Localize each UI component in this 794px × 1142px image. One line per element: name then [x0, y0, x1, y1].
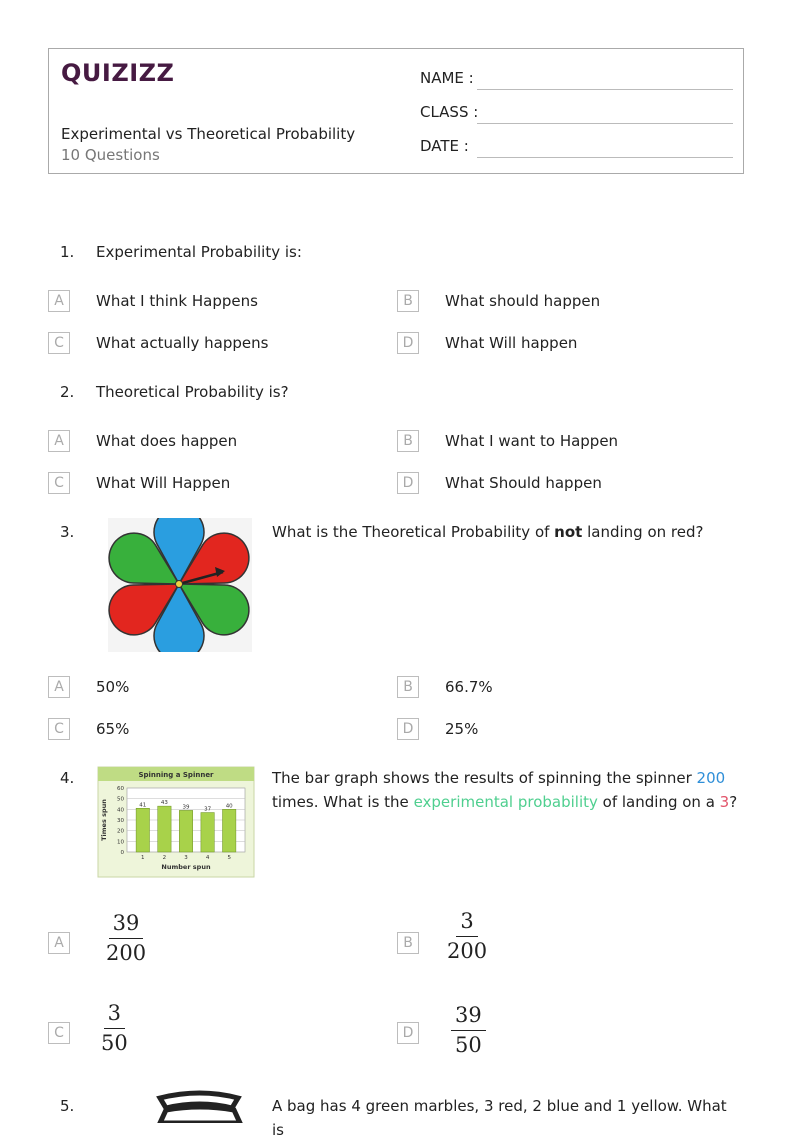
q3-option-d: 25% [445, 720, 479, 738]
q4-option-d-fraction [451, 1003, 486, 1057]
q2-number: 2. [60, 383, 75, 401]
q1-option-d: What Will happen [445, 334, 578, 352]
q2-option-b-box[interactable]: B [397, 430, 419, 452]
chart-y-tick-label: 60 [117, 786, 124, 792]
chart-x-tick-label: 5 [227, 855, 231, 861]
chart-data-label: 41 [139, 802, 147, 809]
q4-option-c-fraction [101, 1001, 128, 1055]
q2-option-c: What Will Happen [96, 474, 231, 492]
chart-y-tick-label: 0 [120, 850, 124, 856]
q4-text-number: 3 [719, 793, 730, 811]
q3-number: 3. [60, 523, 75, 541]
q2-option-b: What I want to Happen [445, 432, 619, 450]
chart-bar [179, 810, 192, 852]
q3-option-c: 65% [96, 720, 130, 738]
date-label: DATE : [420, 137, 469, 155]
chart-y-tick-label: 30 [117, 818, 124, 824]
marble-bag-image [150, 1090, 250, 1123]
chart-x-axis-label: Number spun [161, 863, 211, 871]
worksheet-header [48, 48, 744, 174]
q1-number: 1. [60, 243, 75, 261]
quizizz-logo: QUIZIZZ [61, 59, 175, 87]
q3-text-bold: not [554, 523, 583, 541]
q5-text: A bag has 4 green marbles, 3 red, 2 blue and 1 yellow. What is [272, 1097, 727, 1139]
chart-bar [158, 806, 171, 852]
date-field[interactable] [420, 137, 733, 159]
q2-option-d-box[interactable]: D [397, 472, 419, 494]
chart-data-label: 39 [182, 804, 190, 811]
q4-option-b-box[interactable]: B [397, 932, 419, 954]
q1-option-c: What actually happens [96, 334, 269, 352]
q2-option-a: What does happen [96, 432, 238, 450]
chart-y-tick-label: 40 [117, 807, 124, 814]
class-field[interactable] [420, 103, 733, 125]
q4-option-d-box[interactable]: D [397, 1022, 419, 1044]
q4-option-b-denominator: 200 [447, 939, 488, 963]
q4-option-a-fraction [106, 911, 146, 965]
question-count: 10 Questions [61, 146, 160, 164]
chart-bar [223, 809, 236, 852]
chart-x-tick-label: 2 [162, 855, 167, 861]
q1-option-c-box[interactable]: C [48, 332, 70, 354]
q4-text-5: of landing on a [597, 793, 720, 811]
chart-bar [136, 808, 149, 852]
q2-text: Theoretical Probability is? [96, 383, 289, 401]
chart-title: Spinning a Spinner [138, 771, 214, 779]
q3-text [272, 520, 742, 544]
q4-option-c-denominator: 50 [101, 1031, 128, 1055]
q3-option-a: 50% [96, 678, 130, 696]
q1-text: Experimental Probability is: [96, 243, 302, 261]
name-line[interactable] [477, 89, 733, 90]
q1-option-a: What I think Happens [96, 292, 258, 310]
chart-data-label: 43 [160, 800, 168, 807]
q4-option-c-numerator: 3 [104, 1001, 125, 1029]
q1-option-a-box[interactable]: A [48, 290, 70, 312]
chart-bar [201, 813, 214, 852]
q1-option-b-box[interactable]: B [397, 290, 419, 312]
name-field[interactable] [420, 69, 733, 91]
q3-option-b-box[interactable]: B [397, 676, 419, 698]
q3-option-a-box[interactable]: A [48, 676, 70, 698]
q4-option-a-numerator: 39 [109, 911, 144, 939]
q2-option-c-box[interactable]: C [48, 472, 70, 494]
q3-text-post: landing on red? [582, 523, 704, 541]
worksheet-title: Experimental vs Theoretical Probability [61, 125, 356, 143]
spinner-image [108, 518, 252, 652]
class-label: CLASS : [420, 103, 479, 121]
q4-option-c-box[interactable]: C [48, 1022, 70, 1044]
q4-text-spins: 200 [696, 769, 726, 787]
q1-option-d-box[interactable]: D [397, 332, 419, 354]
bag-body [160, 1107, 240, 1123]
q4-number: 4. [60, 769, 75, 787]
q4-text-highlight: experimental probability [413, 793, 598, 811]
q4-option-a-box[interactable]: A [48, 932, 70, 954]
q1-option-b: What should happen [445, 292, 601, 310]
q5-number: 5. [60, 1097, 75, 1115]
q3-option-c-box[interactable]: C [48, 718, 70, 740]
q2-option-a-box[interactable]: A [48, 430, 70, 452]
chart-y-axis-label: Times spun [100, 799, 108, 841]
name-label: NAME : [420, 69, 474, 87]
q4-option-a-denominator: 200 [106, 941, 147, 965]
chart-y-tick-label: 10 [117, 839, 124, 846]
chart-y-tick-label: 50 [117, 796, 124, 803]
date-line[interactable] [477, 157, 733, 158]
q3-text-pre: What is the Theoretical Probability of [272, 523, 555, 541]
q3-option-b: 66.7% [445, 678, 493, 696]
chart-x-tick-label: 3 [184, 855, 188, 861]
q3-option-d-box[interactable]: D [397, 718, 419, 740]
q2-option-d: What Should happen [445, 474, 602, 492]
chart-y-tick-label: 20 [117, 828, 124, 835]
q4-option-b-fraction [447, 909, 487, 963]
chart-x-tick-label: 4 [205, 855, 210, 861]
chart-data-label: 40 [225, 803, 233, 810]
q4-text [272, 766, 742, 814]
q4-option-d-denominator: 50 [455, 1033, 482, 1057]
class-line[interactable] [477, 123, 733, 124]
bar-chart [97, 766, 255, 878]
q4-option-b-numerator: 3 [456, 909, 477, 937]
chart-data-label: 37 [204, 806, 212, 813]
spinner-pivot [176, 581, 183, 588]
q4-text-7: ? [729, 793, 738, 811]
q4-option-d-numerator: 39 [451, 1003, 486, 1031]
q4-text-3: times. What is the [272, 793, 414, 811]
chart-x-tick-label: 1 [141, 855, 145, 861]
q4-text-1: The bar graph shows the results of spinning the spinner [272, 769, 697, 787]
